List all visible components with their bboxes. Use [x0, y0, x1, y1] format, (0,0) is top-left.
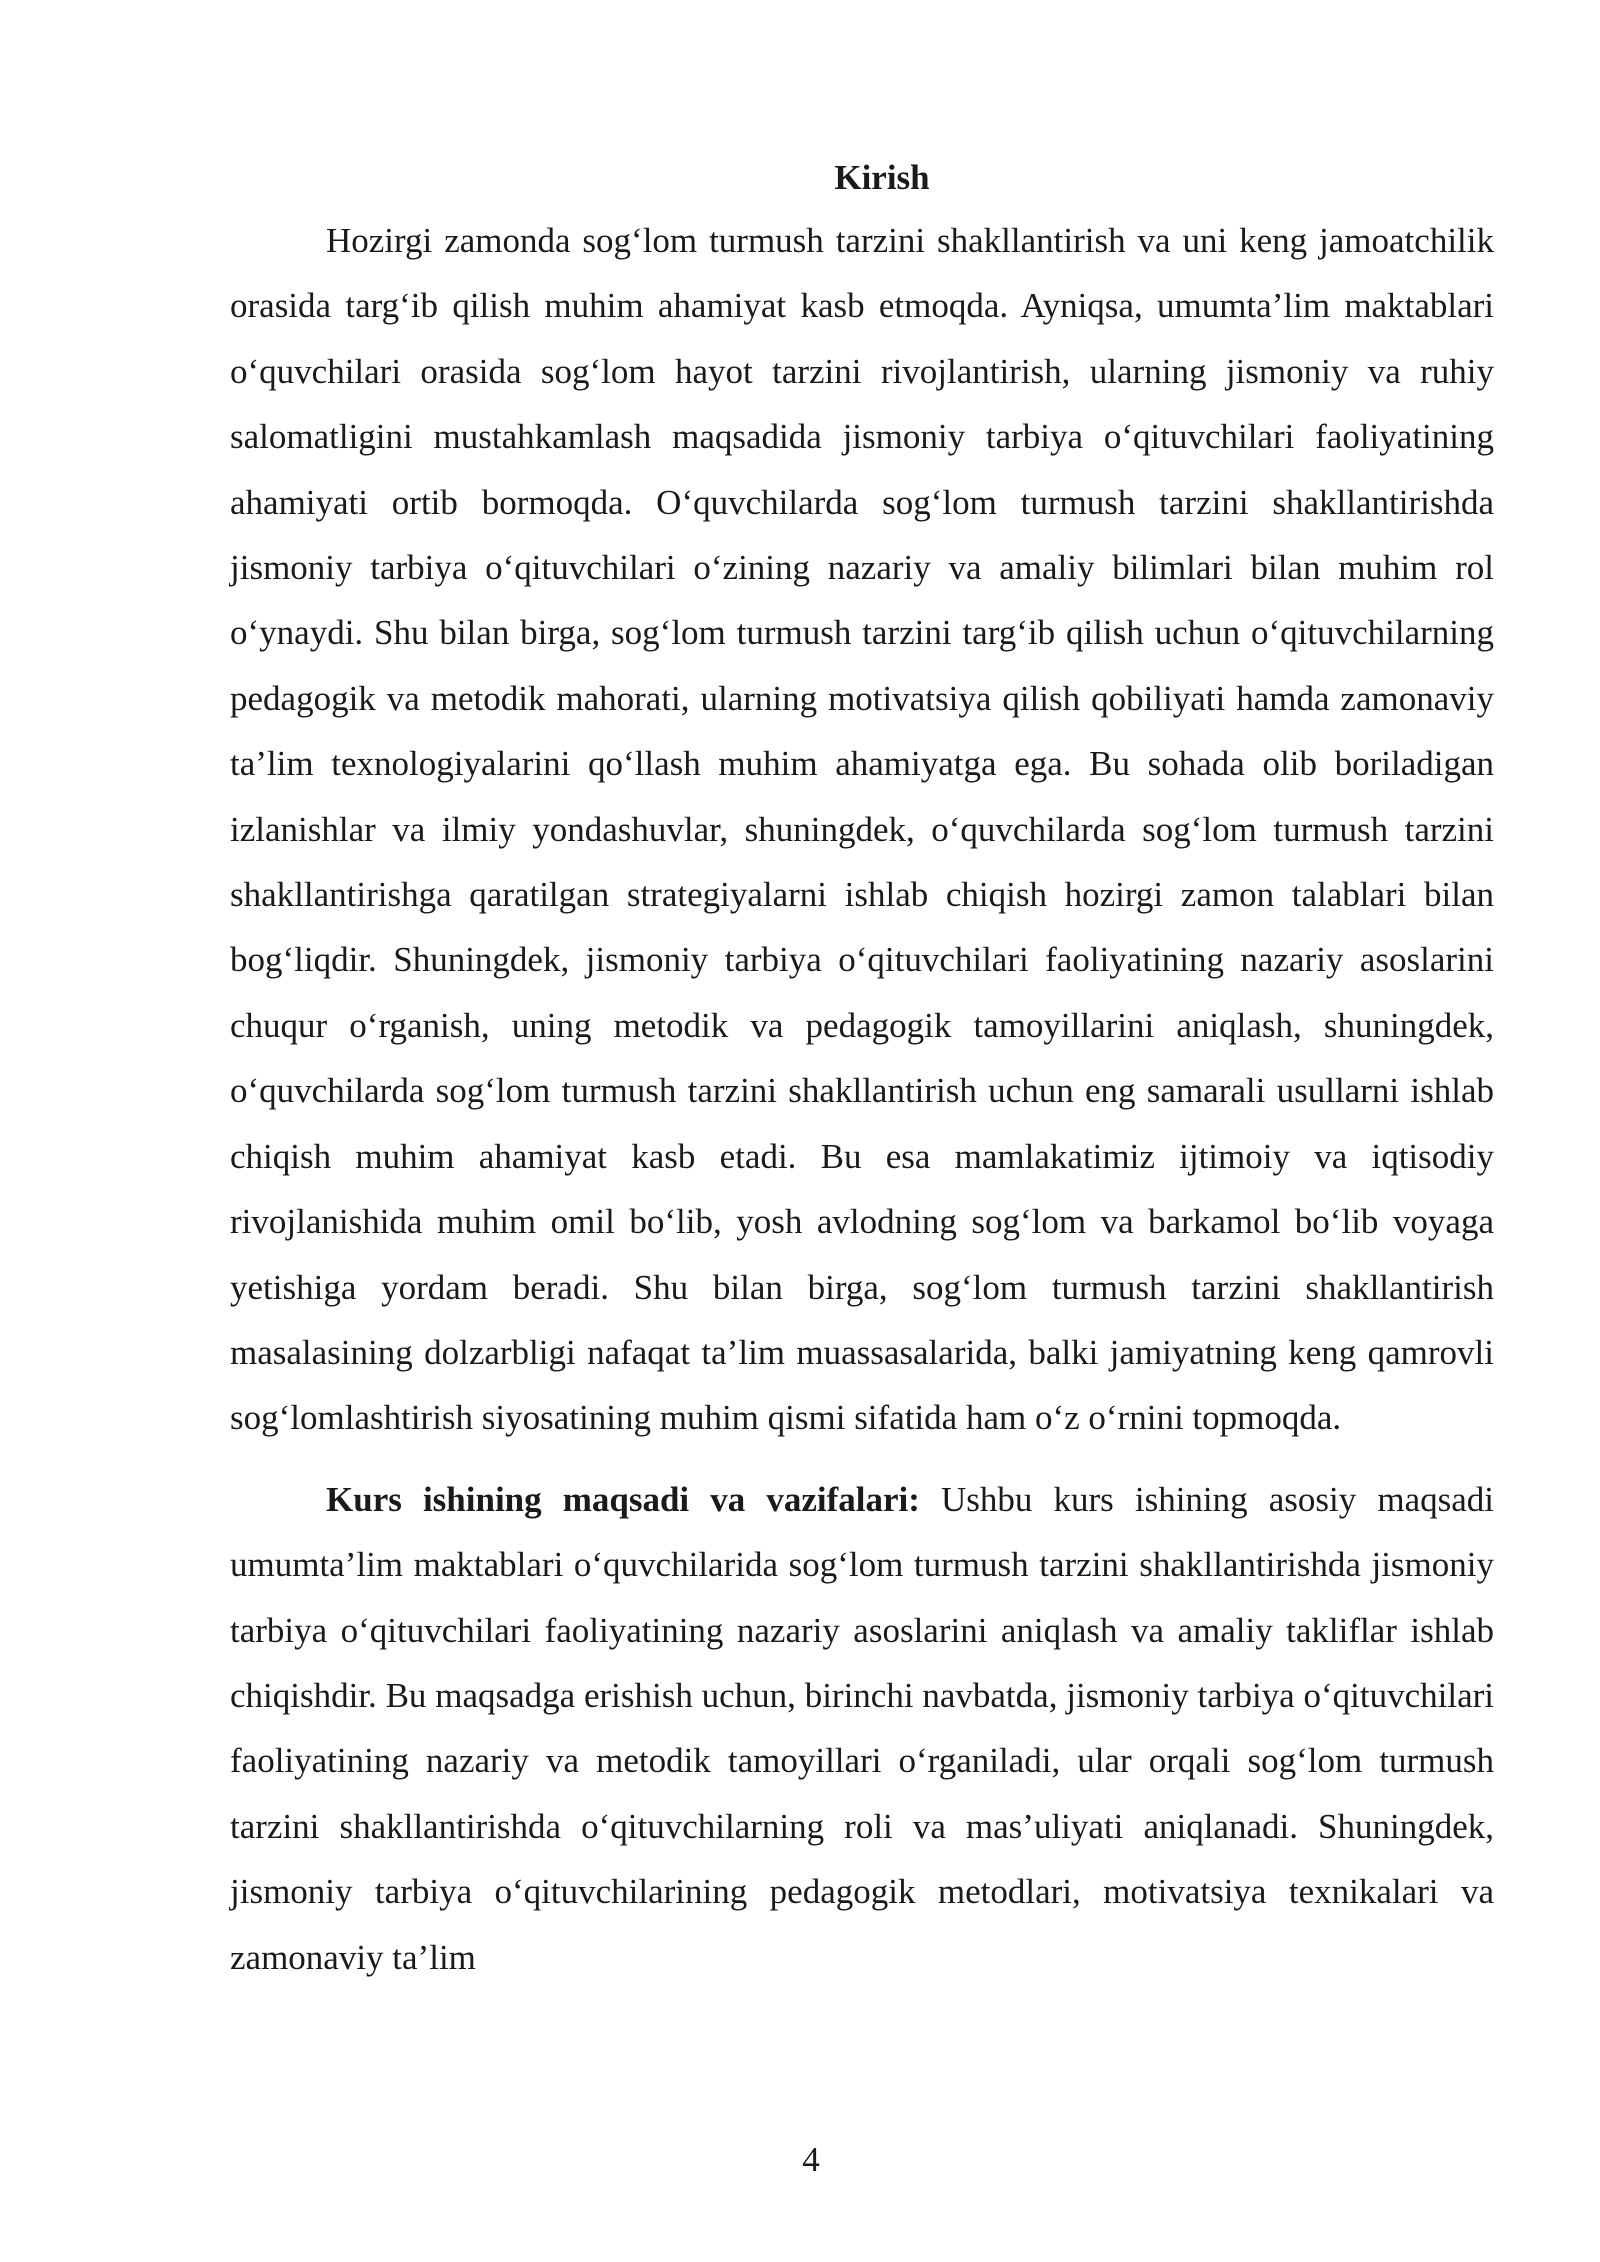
paragraph-goals-lead: Kurs ishining maqsadi va vazifalari: — [326, 1479, 920, 1519]
section-heading: Kirish — [834, 158, 930, 197]
paragraph-goals — [230, 1467, 1494, 1990]
page-content — [230, 148, 1494, 1990]
paragraph-introduction — [230, 208, 1494, 1451]
paragraph-goals-text: Ushbu kurs ishining asosiy maqsadi umumta’lim maktablari o‘quvchilarida sog‘lom turmush tarzini shakllantirishda jismoniy tarbiya o‘qituvchilari faoliyatining nazariy asoslarini aniqlash va amaliy takliflar ishlab chiqishdir. Bu maqsadga erishish uchun, birinchi navbatda, jismoniy tarbiya o‘qituvchilari faoliyatining nazariy va metodik tamoyillari o‘rganiladi, ular orqali sog‘lom turmush tarzini shakllantirishda o‘qituvchilarning roli va mas’uliyati aniqlanadi. Shuningdek, jismoniy tarbiya o‘qituvchilarining pedagogik metodlari, motivatsiya texnikalari va zamonaviy ta’lim — [230, 1479, 1494, 1977]
page-number: 4 — [802, 2140, 820, 2179]
paragraph-introduction-text: Hozirgi zamonda sog‘lom turmush tarzini shakllantirish va uni keng jamoatchilik orasida targ‘ib qilish muhim ahamiyat kasb etmoqda. Ayniqsa, umumta’lim maktablari o‘quvchilari orasida sog‘lom hayot tarzini rivojlantirish, ularning jismoniy va ruhiy salomatligini mustahkamlash maqsadida jismoniy tarbiya o‘qituvchilari faoliyatining ahamiyati ortib bormoqda. O‘quvchilarda sog‘lom turmush tarzini shakllantirishda jismoniy tarbiya o‘qituvchilari o‘zining nazariy va amaliy bilimlari bilan muhim rol o‘ynaydi. Shu bilan birga, sog‘lom turmush tarzini targ‘ib qilish uchun o‘qituvchilarning pedagogik va metodik mahorati, ularning motivatsiya qilish qobiliyati hamda zamonaviy ta’lim texnologiyalarini qo‘llash muhim ahamiyatga ega. Bu sohada olib boriladigan izlanishlar va ilmiy yondashuvlar, shuningdek, o‘quvchilarda sog‘lom turmush tarzini shakllantirishga qaratilgan strategiyalarni ishlab chiqish hozirgi zamon talablari bilan bog‘liqdir. Shuningdek, jismoniy tarbiya o‘qituvchilari faoliyatining nazariy asoslarini chuqur o‘rganish, uning metodik va pedagogik tamoyillarini aniqlash, shuningdek, o‘quvchilarda sog‘lom turmush tarzini shakllantirish uchun eng samarali usullarni ishlab chiqish muhim ahamiyat kasb etadi. Bu esa mamlakatimiz ijtimoiy va iqtisodiy rivojlanishida muhim omil bo‘lib, yosh avlodning sog‘lom va barkamol bo‘lib voyaga yetishiga yordam beradi. Shu bilan birga, sog‘lom turmush tarzini shakllantirish masalasining dolzarbligi nafaqat ta’lim muassasalarida, balki jamiyatning keng qamrovli sog‘lomlashtirish siyosatining muhim qismi sifatida ham o‘z o‘rnini topmoqda. — [230, 221, 1494, 1438]
